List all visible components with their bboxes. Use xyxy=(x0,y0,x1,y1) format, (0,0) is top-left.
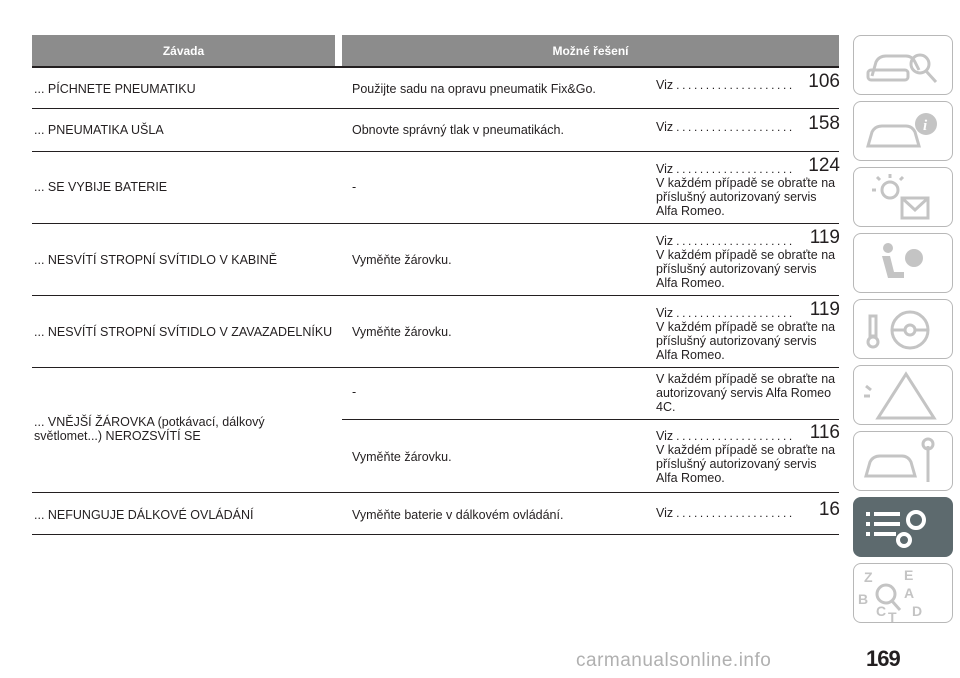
problem-text: ... VNĚJŠÍ ŽÁROVKA (potkávací, dálkový světlomet...) NEROZSVÍTÍ SE xyxy=(34,415,265,443)
solution-text: Vyměňte žárovku. xyxy=(352,325,452,339)
leader-dots: .................... xyxy=(676,78,795,92)
page-reference xyxy=(656,114,840,134)
problem-text: ... PNEUMATIKA UŠLA xyxy=(34,123,164,137)
leader-dots: .................... xyxy=(676,429,795,443)
page-link[interactable]: 16 xyxy=(818,499,840,520)
page-reference xyxy=(656,156,840,218)
airbag-seat-icon xyxy=(854,234,954,294)
page-link[interactable]: 116 xyxy=(809,422,840,443)
problem-text: ... PÍCHNETE PNEUMATIKU xyxy=(34,82,196,96)
tab-starting-driving[interactable] xyxy=(853,299,953,359)
header-problem: Závada xyxy=(32,35,335,66)
tab-index[interactable] xyxy=(853,563,953,623)
page-link[interactable]: 119 xyxy=(809,299,840,320)
leader-dots: .................... xyxy=(676,306,795,320)
page-reference xyxy=(656,228,840,290)
service-note: V každém případě se obraťte na příslušný autorizovaný servis Alfa Romeo. xyxy=(656,176,836,218)
header-solution: Možné řešení xyxy=(342,35,839,66)
watermark: carmanualsonline.info xyxy=(576,650,772,671)
service-note: V každém případě se obraťte na příslušný autorizovaný servis Alfa Romeo. xyxy=(656,443,836,485)
viz-label: Viz xyxy=(656,306,674,320)
service-note: V každém případě se obraťte na příslušný autorizovaný servis Alfa Romeo. xyxy=(656,320,836,362)
index-letter: Z xyxy=(864,569,873,585)
table-row xyxy=(32,368,839,493)
viz-label: Viz xyxy=(656,234,674,248)
car-info-icon xyxy=(854,102,954,162)
sub-row-rule xyxy=(342,419,839,420)
table-row xyxy=(32,109,839,152)
table-row xyxy=(32,152,839,224)
tab-safety[interactable] xyxy=(853,101,953,161)
solution-text: Použijte sadu na opravu pneumatik Fix&Go. xyxy=(352,82,596,96)
index-letter: T xyxy=(888,609,897,624)
problem-text: ... NESVÍTÍ STROPNÍ SVÍTIDLO V KABINĚ xyxy=(34,253,278,267)
viz-label: Viz xyxy=(656,506,674,520)
page-link[interactable]: 106 xyxy=(808,71,840,92)
problem-text: ... NEFUNGUJE DÁLKOVÉ OVLÁDÁNÍ xyxy=(34,508,254,522)
car-magnifier-icon xyxy=(854,36,954,96)
technical-data-gears-icon xyxy=(854,498,954,558)
table-header xyxy=(32,35,839,66)
leader-dots: .................... xyxy=(676,234,795,248)
index-letter: A xyxy=(904,585,915,601)
index-letter: D xyxy=(912,603,923,619)
viz-label: Viz xyxy=(656,162,674,176)
tab-dashboard[interactable] xyxy=(853,35,953,95)
leader-dots: .................... xyxy=(676,506,795,520)
svg-text:i: i xyxy=(923,118,928,134)
page-link[interactable]: 124 xyxy=(808,155,840,176)
table-row xyxy=(32,68,839,109)
index-letter: C xyxy=(876,603,887,619)
page-link[interactable]: 158 xyxy=(808,113,840,134)
car-maintenance-wrench-icon xyxy=(854,432,954,492)
page-reference xyxy=(656,500,840,520)
service-note: V každém případě se obraťte na autorizovaný servis Alfa Romeo 4C. xyxy=(656,372,836,414)
tab-technical-data[interactable] xyxy=(853,497,953,557)
page-link[interactable]: 119 xyxy=(809,227,840,248)
service-note: V každém případě se obraťte na příslušný autorizovaný servis Alfa Romeo. xyxy=(656,248,836,290)
tab-warning-lights[interactable] xyxy=(853,167,953,227)
solution-text: Obnovte správný tlak v pneumatikách. xyxy=(352,123,564,137)
viz-label: Viz xyxy=(656,120,674,134)
page-reference xyxy=(656,423,840,485)
tab-safety-systems[interactable] xyxy=(853,233,953,293)
solution-text: Vyměňte baterie v dálkovém ovládání. xyxy=(352,508,564,522)
table-row xyxy=(32,224,839,296)
page-number: 169 xyxy=(866,646,900,671)
troubleshooting-table xyxy=(32,35,840,522)
solution-text: - xyxy=(352,180,357,194)
key-steering-wheel-icon xyxy=(854,300,954,360)
tab-maintenance[interactable] xyxy=(853,431,953,491)
table-row xyxy=(32,493,839,535)
table-row xyxy=(32,296,839,368)
leader-dots: .................... xyxy=(676,162,795,176)
problem-text: ... SE VYBIJE BATERIE xyxy=(34,180,168,194)
page-reference xyxy=(656,300,840,362)
index-letter: E xyxy=(904,567,914,583)
warning-light-message-icon xyxy=(854,168,954,228)
problem-text: ... NESVÍTÍ STROPNÍ SVÍTIDLO V ZAVAZADELNÍKU xyxy=(34,325,333,339)
solution-text: Vyměňte žárovku. xyxy=(352,450,452,464)
viz-label: Viz xyxy=(656,429,674,443)
tab-emergency[interactable] xyxy=(853,365,953,425)
index-letter: B xyxy=(858,591,869,607)
viz-label: Viz xyxy=(656,78,674,92)
page-reference xyxy=(656,72,840,92)
leader-dots: .................... xyxy=(676,120,795,134)
solution-text: Vyměňte žárovku. xyxy=(352,253,452,267)
breakdown-warning-triangle-icon xyxy=(854,366,954,426)
alphabetical-index-icon xyxy=(854,564,954,624)
solution-text: - xyxy=(352,385,357,399)
